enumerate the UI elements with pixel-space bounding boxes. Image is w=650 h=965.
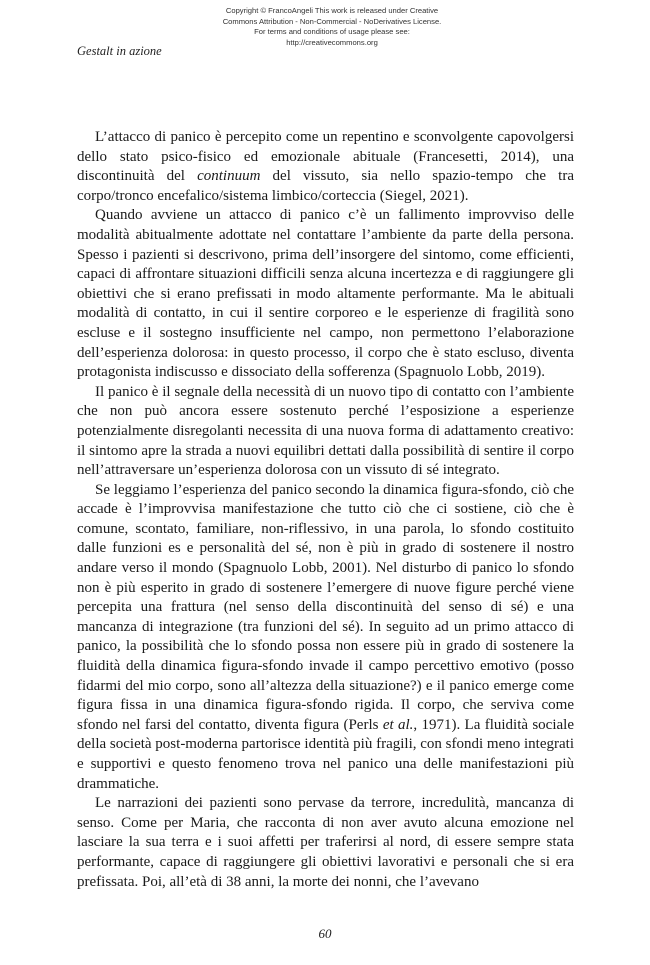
emphasis-text: continuum [197,168,261,185]
paragraph [77,794,574,892]
emphasis-text: et al. [382,716,414,733]
copyright-line: Commons Attribution - Non-Commercial - NoDerivatives License. [222,16,442,26]
body-text [77,128,574,892]
copyright-notice [222,6,442,48]
paragraph [77,383,574,481]
paragraph [77,481,574,795]
paragraph-text: , 1971). La fluidità sociale della società post-moderna partorisce identità più fragili, con sfondi meno integrati e supportivi e questo fenomeno trova nel panico una delle manifestazioni più drammatiche. [77,716,574,792]
paragraph-text: Il panico è il segnale della necessità di un nuovo tipo di contatto con l’ambiente che non può ancora essere sostenuto perché l’esposizione a esperienze potenzialmente disregolanti necessita di una nuova forma di adattamento creativo: il sintomo apre la strada a nuovi equilibri dettati dalla possibilità di sentire il corpo nell’attraversare un’esperienza dolorosa con un vissuto di sé integrato. [77,383,574,479]
page-number: 60 [318,926,332,941]
copyright-line: For terms and conditions of usage please see: [254,27,410,36]
paragraph-text: Quando avviene un attacco di panico c’è un fallimento improvviso delle modalità abitualmente adottate nel contattare l’ambiente da parte della persona. Spesso i pazienti si descrivono, prima dell’insorgere del sintomo, come efficienti, capaci di affrontare situazioni difficili senza alcuna incertezza e di raggiungere gli obiettivi che si erano prefissati in modo altamente performante. Ma le abituali modalità di contatto, in cui il sentire corporeo e le esperienze di fragilità sono escluse e il sostegno insufficiente nel campo, non permettono l’elaborazione dell’esperienza dolorosa: in questo processo, il corpo che è stato escluso, diventa protagonista indiscusso e dissociato della sofferenza (Spagnuolo Lobb, 2019). [77,207,574,381]
paragraph [77,128,574,206]
paragraph-text: del vissuto, sia nello spazio-tempo che tra corpo/tronco encefalico/sistema limbico/corteccia (Siegel, 2021). [77,168,574,204]
paragraph-text: L’attacco di panico è percepito come un repentino e sconvolgente capovolgersi dello stato psico-fisico ed emozionale abituale (Francesetti, 2014), una discontinuità del [77,129,574,185]
running-head: Gestalt in azione [77,44,162,58]
paragraph-text: Se leggiamo l’esperienza del panico secondo la dinamica figura-sfondo, ciò che accade è l’improvvisa manifestazione che tutto ciò che ci sostiene, ciò che è comune, scontato, familiare, non-riflessivo, in una parola, lo sfondo costituito dalle funzioni es e personalità del sé, non è più in grado di sostenere il nostro andare verso il mondo (Spagnuolo Lobb, 2001). Nel disturbo di panico lo sfondo non è più esperito in grado di sostenere l’emergere di nuove figure perché viene percepita una frattura (nel senso della discontinuità del senso di sé) e una mancanza di integrazione (tra funzioni del sé). In seguito ad un primo attacco di panico, la possibilità che lo sfondo possa non essere più in grado di sostenere la fluidità della dinamica figura-sfondo invade il campo percettivo emotivo (posso fidarmi del mio corpo, sono all’altezza della situazione?) e il panico emerge come figura fissa in una dinamica figura-sfondo rigida. Il corpo, che serviva come sfondo nel farsi del contatto, diventa figura (Perls [77,481,574,733]
copyright-url: http://creativecommons.org [286,37,378,47]
copyright-line: Copyright © FrancoAngeli This work is released under Creative [225,6,439,15]
paragraph [77,206,574,382]
paragraph-text: Le narrazioni dei pazienti sono pervase da terrore, incredulità, mancanza di senso. Come per Maria, che racconta di non aver avuto alcuna emozione nel lasciare la sua terra e i suoi affetti per traferirsi al nord, di essere sempre stata performante, capace di raggiungere gli obiettivi lavorativi e personali che si era prefissata. Poi, all’età di 38 anni, la morte dei nonni, che l’avevano [77,795,574,890]
